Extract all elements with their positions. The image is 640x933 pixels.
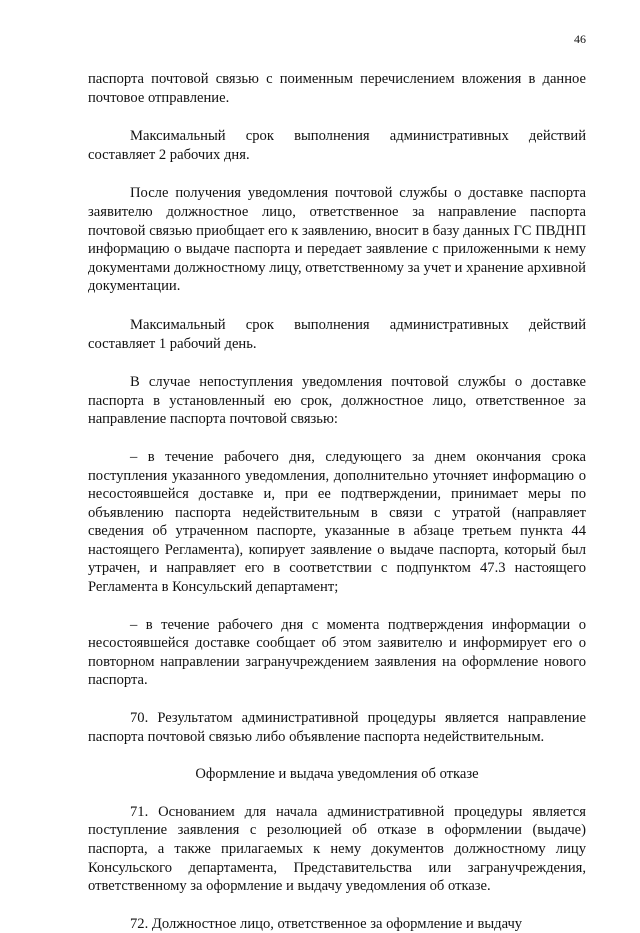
section-heading: Оформление и выдача уведомления об отказе [195, 766, 479, 783]
paragraph: В случае непоступления уведомления почтовой службы о доставке паспорта в установленный ею срок, должностное лицо, ответственное за направление паспорта почтовой связью: [88, 374, 586, 428]
paragraph: Максимальный срок выполнения административных действий составляет 1 рабочий день. [88, 316, 586, 352]
page-number: 46 [574, 32, 586, 46]
paragraph: 71. Основанием для начала административной процедуры является поступление заявления с резолюцией об отказе в оформлении (выдаче) паспорта, а также прилагаемых к нему документов должностному лицу Консульского департамента, Представительства или загранучреждения, ответственному за оформление и выдачу уведомления об отказе. [88, 803, 586, 895]
paragraph: 72. Должностное лицо, ответственное за оформление и выдачу [130, 915, 523, 932]
document-body [88, 70, 586, 933]
paragraph: Максимальный срок выполнения административных действий составляет 2 рабочих дня. [88, 128, 586, 163]
paragraph: После получения уведомления почтовой службы о доставке паспорта заявителю должностное лицо, ответственное за направление паспорта почтовой связью приобщает его к заявлению, вносит в базу данных ГС ПВДНП информацию о выдаче паспорта и передает заявление с приложенными к нему документами должностному лицу, ответственному за учет и хранение архивной документации. [88, 185, 586, 295]
paragraph: паспорта почтовой связью с поименным перечислением вложения в данное почтовое отправление. [88, 71, 586, 106]
paragraph: – в течение рабочего дня с момента подтверждения информации о несостоявшейся доставке сообщает об этом заявителю и информирует его о повторном направлении загранучреждением заявления на оформление нового паспорта. [88, 616, 586, 689]
paragraph: 70. Результатом административной процедуры является направление паспорта почтовой связью либо объявление паспорта недействительным. [88, 710, 586, 745]
paragraph: – в течение рабочего дня, следующего за днем окончания срока поступления указанного уведомления, дополнительно уточняет информацию о несостоявшейся доставке и, при ее подтверждении, принимает меры по объявлению паспорта недействительным в связи с утратой (направляет сведения об утраченном паспорте, указанные в абзаце третьем пункта 44 настоящего Регламента), копирует заявление о выдаче паспорта, который был утрачен, и направляет его в соответствии с подпунктом 47.3 настоящего Регламента в Консульский департамент; [88, 448, 586, 596]
